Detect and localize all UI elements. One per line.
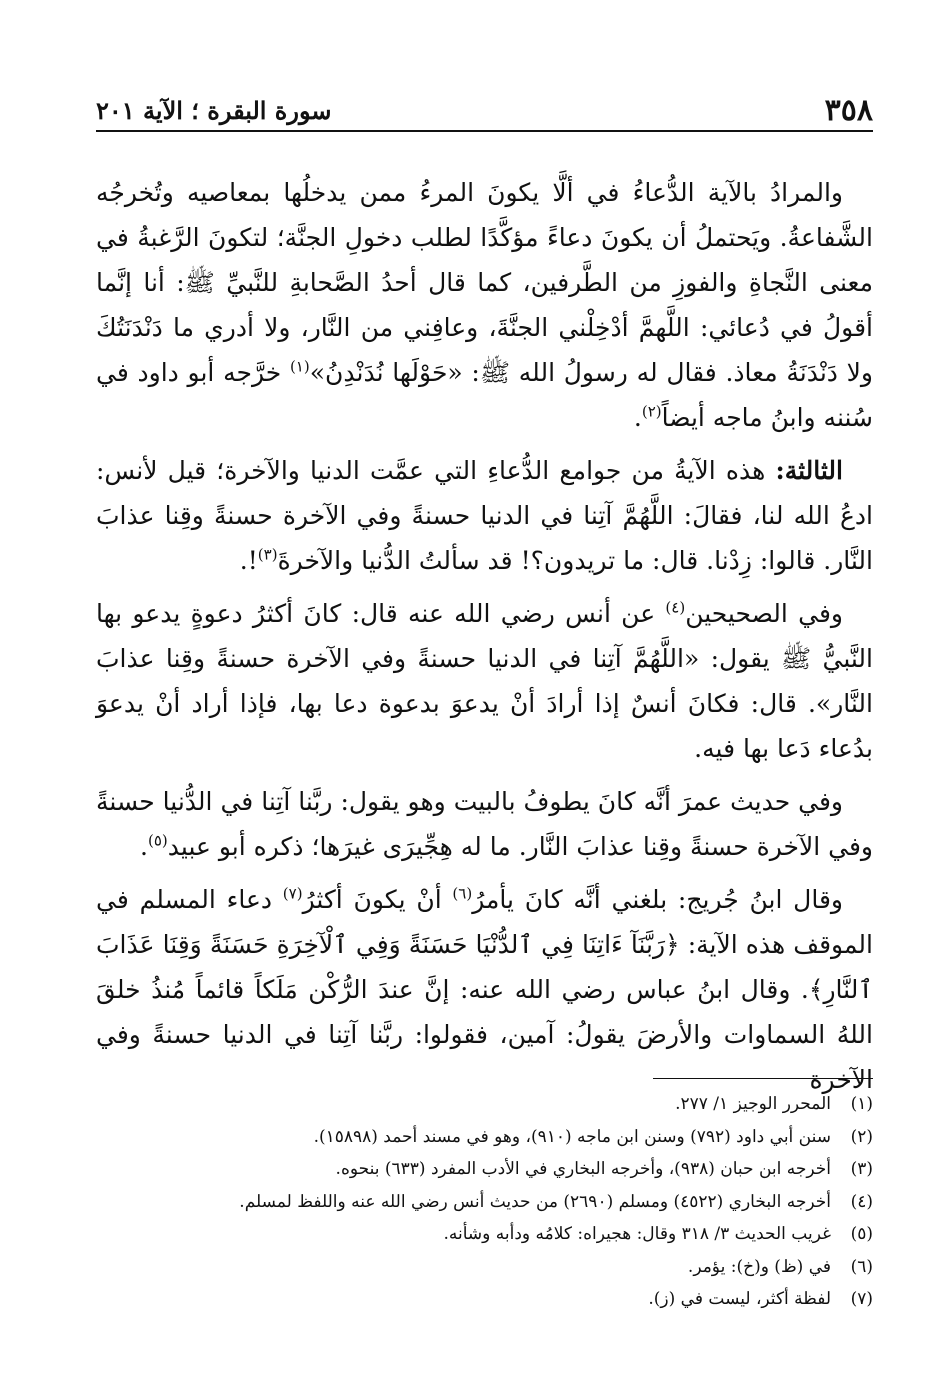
footnote: (٢) سنن أبي داود (٧٩٢) وسنن ابن ماجه (٩١٠)، وهو في مسند أحمد (١٥٨٩٨). — [313, 1126, 873, 1147]
paragraph: والمرادُ بالآية الدُّعاءُ في ألَّا يكونَ المرءُ ممن يدخلُها بمعاصيه وتُخرجُه الشَّفاعةُ. ويَحتملُ أن يكونَ دعاءً مؤكَّدًا لطلب دخولِ الجنَّة؛ لتكونَ الرَّغبةُ في معنى النَّجاةِ والفوزِ من الطَّرفين، كما قال أحدُ الصَّحابةِ للنَّبيِّ ﷺ: أنا إنَّما أقولُ في دُعائي: اللَّهمَّ أدْخِلْني الجنَّةَ، وعافِني من النَّار، ولا أدري ما دَنْدَنَتُكَ ولا دَنْدَنَةُ معاذ. فقال له رسولُ الله ﷺ: «حَوْلَها نُدَنْدِنُ»$^{(١)}$ خرَّجه أبو داود في سُننه وابنُ ماجه أيضاً$^{(٢)}$. — [96, 178, 873, 432]
footnote: (١) المحرر الوجيز ١/ ٢٧٧. — [675, 1094, 873, 1114]
footnotes — [96, 1088, 873, 1316]
footnote-divider — [653, 1078, 873, 1079]
footnote-ref[interactable]: (٢) — [641, 402, 662, 421]
running-title: سورة البقرة ؛ الآية ٢٠١ — [96, 95, 332, 125]
footnote: (٤) أخرجه البخاري (٤٥٢٢) ومسلم (٢٦٩٠) من حديث أنس رضي الله عنه واللفظ لمسلم. — [239, 1191, 873, 1212]
paragraph: وفي حديث عمرَ أنَّه كانَ يطوفُ بالبيت وهو يقول: ربَّنا آتِنا في الدُّنيا حسنةً وفي الآخرة حسنةً وقِنا عذابَ النَّار. ما له هِجِّيرَى غيرَها؛ ذكره أبو عبيد$^{(٥)}$. — [96, 787, 873, 861]
footnote-ref[interactable]: (٦) — [452, 884, 473, 903]
footnote-ref[interactable]: (٥) — [148, 831, 168, 850]
page-header — [96, 90, 873, 132]
paragraph: وفي الصحيحين$^{(٤)}$ عن أنس رضي الله عنه قال: كانَ أكثرُ دعوةٍ يدعو بها النَّبيُّ ﷺ يقول: «اللَّهُمَّ آتِنا في الدنيا حسنةً وفي الآخرة حسنةً وقِنا عذابَ النَّار». قال: فكانَ أنسٌ إذا أرادَ أنْ يدعوَ بدعوة دعا بها، فإذا أراد أنْ يدعوَ بدُعاء دَعا بها فيه. — [96, 598, 873, 763]
page-number: ٣٥٨ — [824, 92, 873, 128]
footnote-ref[interactable]: (٣) — [257, 545, 278, 564]
footnote-ref[interactable]: (١) — [289, 357, 310, 376]
paragraph: الثالثة: هذه الآيةُ من جوامع الدُّعاءِ التي عمَّت الدنيا والآخرة؛ قيل لأنس: ادعُ الله لنا، فقالَ: اللَّهُمَّ آتِنا في الدنيا حسنةً وفي الآخرة حسنةً وقِنا عذابَ النَّار. قالوا: زِدْنا. قال: ما تريدون؟! قد سألتُ الدُّنيا والآخرةَ$^{(٣)}$!. — [96, 456, 873, 575]
footnote: (٣) أخرجه ابن حبان (٩٣٨)، وأخرجه البخاري في الأدب المفرد (٦٣٣) بنحوه. — [335, 1159, 873, 1179]
footnote: (٦) في (ظ) و(خ): يؤمر. — [687, 1256, 873, 1277]
paragraph: وقال ابنُ جُريج: بلغني أنَّه كانَ يأمرُ$^{(٦)}$ أنْ يكونَ أكثرُ$^{(٧)}$ دعاء المسلم في الموقف هذه الآية: ﴿رَبَّنَآ ءَاتِنَا فِي ٱلدُّنْيَا حَسَنَةً وَفِي ٱلْآخِرَةِ حَسَنَةً وَقِنَا عَذَابَ ٱلنَّارِ﴾. وقال ابنُ عباس رضي الله عنه: إنَّ عندَ الرُّكْن مَلَكاً قائماً مُنذُ خلقَ اللهُ السماوات والأرضَ يقولُ: آمين، فقولوا: ربَّنا آتِنا في الدنيا حسنةً وفي الآخرة — [96, 884, 873, 1094]
footnote: (٥) غريب الحديث ٣/ ٣١٨ وقال: هجيراه: كلامُه ودأبه وشأنه. — [443, 1224, 873, 1244]
footnote-ref[interactable]: (٤) — [665, 598, 686, 617]
footnote-ref[interactable]: (٧) — [282, 884, 303, 903]
section-lead: الثالثة: — [775, 456, 843, 485]
footnote: (٧) لفظة أكثر، ليست في (ز). — [648, 1289, 873, 1309]
main-text — [96, 170, 873, 1110]
